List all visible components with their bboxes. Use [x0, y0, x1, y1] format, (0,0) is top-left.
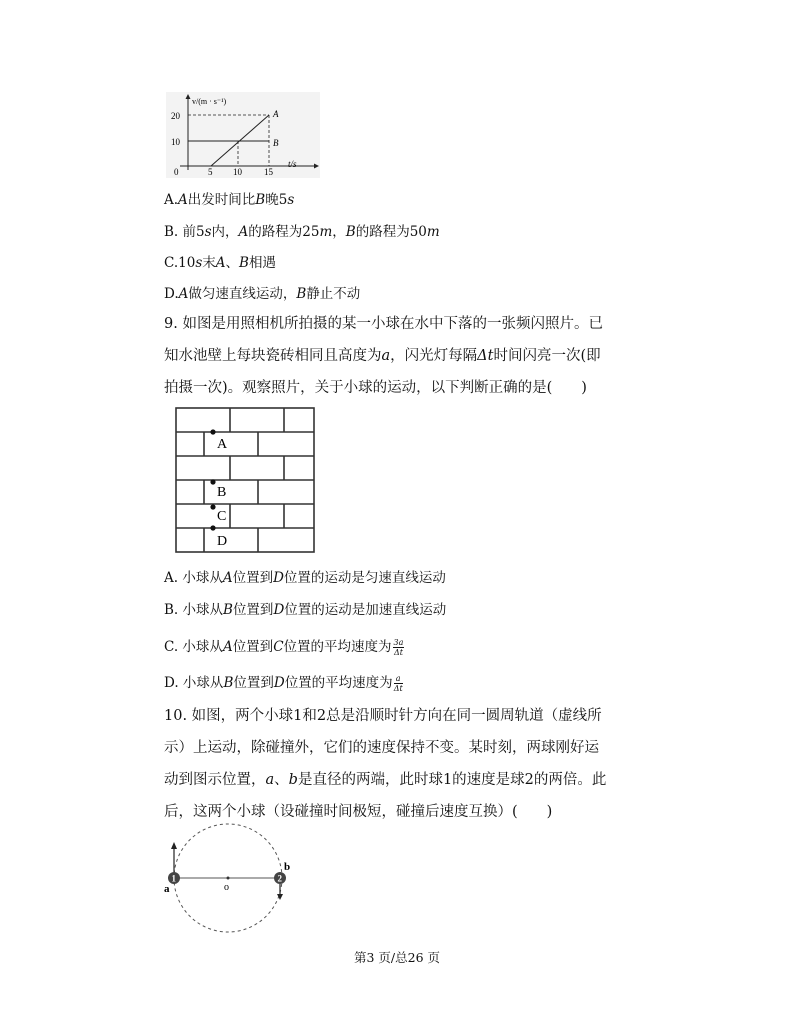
position-label-c: C [217, 509, 227, 524]
ball-position-b [210, 479, 215, 484]
q8-option-a: A.A出发时间比B晚5s [164, 192, 295, 208]
point-a-label: a [164, 883, 170, 895]
x-tick-15: 15 [264, 167, 273, 177]
ball-position-c [210, 504, 215, 509]
center-label: o [224, 882, 229, 893]
ball-position-d [210, 525, 215, 530]
q8-option-b: B. 前5s内，A的路程为25m，B的路程为50m [164, 224, 440, 240]
fraction-3a-over-dt: $\frac{3a}{\Delta t}$ [393, 638, 404, 657]
ball-2-label: 2 [277, 873, 282, 884]
ball-1-label: 1 [171, 873, 176, 884]
q8-option-c: C.10s末A、B相遇 [164, 255, 276, 271]
velocity-time-graph-svg [166, 92, 320, 178]
origin-label: 0 [174, 167, 179, 177]
brick-wall-svg [172, 406, 318, 556]
x-tick-10: 10 [233, 167, 242, 177]
label-A: A [273, 109, 279, 119]
label-B: B [273, 138, 279, 148]
q9-stem: 9. 如图是用照相机所拍摄的某一小球在水中下落的一张频闪照片。已 知水池壁上每块瓷砖相同且高度为a，闪光灯每隔Δt时间闪亮一次(即 拍摄一次)。观察照片，关于小球的运动，以下判断正确的是( ) [164, 316, 603, 396]
position-label-b: B [217, 485, 227, 500]
q9-option-d: D. 小球从B位置到D位置的平均速度为 $\frac{a}{\Delta t}$ [164, 674, 403, 693]
circular-track-svg [158, 822, 298, 934]
y-tick-20: 20 [171, 111, 180, 121]
x-axis-label: t/s [288, 159, 297, 169]
velocity-time-graph [166, 92, 320, 178]
q9-option-b: B. 小球从B位置到D位置的运动是加速直线运动 [164, 602, 447, 618]
q9-option-c: C. 小球从A位置到C位置的平均速度为 $\frac{3a}{\Delta t}$ [164, 638, 404, 657]
y-axis-label: v/(m · s⁻¹) [192, 97, 227, 106]
ball-position-a [210, 429, 215, 434]
position-label-d: D [217, 534, 228, 549]
q8-option-d: D.A做匀速直线运动，B静止不动 [164, 286, 361, 302]
q10-stem: 10. 如图，两个小球1和2总是沿顺时针方向在同一圆周轨道（虚线所 示）上运动，除碰撞外，它们的速度保持不变。某时刻，两球刚好运 动到图示位置，a、b是直径的两端，此时球1的速度是球2的两倍。此 后，这两个小球（设碰撞时间极短，碰撞后速度互换）( ) [164, 708, 607, 820]
fraction-a-over-dt: $\frac{a}{\Delta t}$ [393, 674, 403, 693]
page-footer: 第3 页/总26 页 [353, 950, 441, 965]
position-label-a: A [217, 437, 228, 452]
point-b-label: b [284, 861, 291, 873]
y-tick-10: 10 [171, 137, 180, 147]
x-tick-5: 5 [208, 167, 213, 177]
brick-wall-figure [172, 406, 318, 556]
q9-option-a: A. 小球从A位置到D位置的运动是匀速直线运动 [164, 570, 446, 586]
circular-track-figure [158, 822, 298, 934]
